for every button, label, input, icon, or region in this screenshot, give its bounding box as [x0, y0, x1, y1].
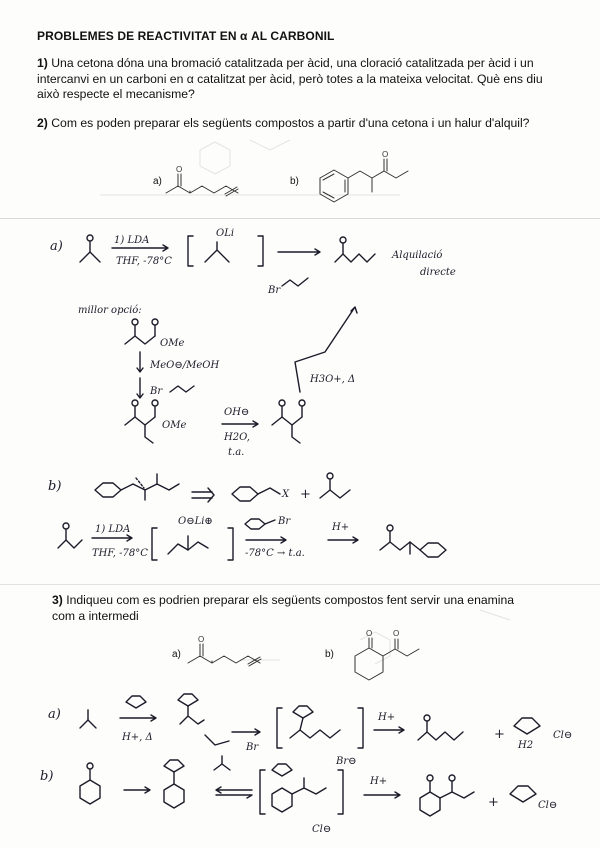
hw-cl-minus-3a: Cl⊖: [553, 730, 573, 741]
iminium-bracket-3a: [277, 706, 363, 748]
hw-cl-minus-3b: Cl⊖: [312, 824, 332, 835]
svg-text:O: O: [176, 165, 183, 174]
reaction-arrow: [120, 715, 156, 721]
hw-hydrolysis: H3O+, Δ: [310, 374, 356, 385]
svg-text:O: O: [366, 629, 373, 638]
hw-oh-minus: OH⊖: [224, 407, 250, 418]
reaction-arrow: [124, 787, 150, 793]
problem-3-text: Indiqueu com es podrien preparar els següents compostos fent servir una enamina com a intermedi: [52, 593, 515, 623]
hw-part-b-label: b): [48, 479, 62, 494]
enamine-3a: [178, 694, 204, 724]
svg-text:O: O: [198, 635, 205, 644]
hw-br-label: Br: [268, 285, 281, 296]
problem-2-text: Com es poden preparar els següents compostos a partir d'una cetona i un halur d'alquil?: [51, 116, 530, 130]
hw-x: X: [282, 489, 290, 500]
target-3a-structure: [188, 635, 261, 666]
hw-reagent-lda: 1) LDA: [114, 235, 150, 246]
plus-sign: +: [488, 795, 499, 810]
hw-h-plus-3b: H+: [370, 776, 388, 787]
hw-part-3a-label: a): [48, 707, 61, 722]
product-3b-handwritten: [420, 775, 474, 816]
allyl-bromide-structure: [282, 278, 308, 286]
hw-reagent-thf: THF, -78°C: [116, 256, 172, 267]
enamine-3b: [164, 760, 184, 808]
svg-text:O: O: [382, 150, 389, 159]
hw-water: H2O,: [224, 432, 250, 443]
target-2a-structure: [166, 165, 238, 196]
alkylated-ketoester: [125, 400, 158, 443]
hw-h2: H2: [518, 740, 534, 751]
hw-part-3b-label: b): [40, 769, 54, 784]
carboxylate-intermediate: [272, 400, 305, 443]
plus-sign: +: [300, 487, 311, 502]
down-arrow: [137, 378, 143, 398]
retro-target-2b: [95, 474, 179, 500]
down-arrow: [137, 352, 143, 372]
reaction-arrow: [92, 535, 132, 541]
acyl-chloride-reagent: [214, 756, 230, 770]
reaction-arrow: [232, 729, 260, 735]
benzyl-halide: [232, 487, 280, 501]
enolate-bracket-b: [152, 528, 233, 560]
target-2b-structure: [320, 150, 408, 202]
hw-lda-b: 1) LDA: [95, 524, 131, 535]
hw-ome: OMe: [160, 338, 185, 349]
hw-78-rt: -78°C → t.a.: [245, 548, 305, 559]
hw-better-option: millor opció:: [78, 305, 142, 316]
svg-text:O: O: [393, 629, 400, 638]
reaction-arrow: [364, 792, 400, 798]
problem-2-number: 2): [37, 116, 48, 130]
reaction-arrow: [246, 537, 286, 543]
butanone-start: [58, 523, 82, 548]
problem-3-number: 3): [52, 593, 63, 607]
product-2a-handwritten: [335, 237, 375, 262]
page-title: PROBLEMES DE REACTIVITAT EN α AL CARBONIL: [37, 29, 335, 43]
problem-1-number: 1): [37, 56, 48, 70]
enolate-bracket: [188, 236, 263, 266]
reaction-arrow: [278, 249, 320, 255]
hw-enolate-charge: O⊖Li⊕: [178, 516, 213, 527]
hw-rt: t.a.: [228, 447, 245, 458]
equilibrium-arrow: [216, 787, 252, 798]
problem-3-label-b: b): [325, 649, 334, 660]
hw-br-b: Br: [278, 516, 291, 527]
pyrrolidine-reagent: [126, 696, 146, 708]
hw-h-plus-3a: H+: [378, 712, 396, 723]
target-3b-structure: [355, 629, 419, 680]
butanone: [320, 473, 350, 498]
curved-arrow: [205, 735, 229, 745]
pyrrolidinium-3a: [514, 718, 540, 734]
hw-ome-2: OMe: [162, 420, 187, 431]
plus-sign: +: [494, 727, 505, 742]
hw-br-minus: Br⊖: [336, 756, 357, 767]
hw-thf-b: THF, -78°C: [92, 548, 148, 559]
hw-cl-minus-3b-2: Cl⊖: [538, 800, 558, 811]
hw-h-plus: H+: [332, 522, 350, 533]
hw-part-a-label: a): [50, 239, 63, 254]
hw-alkylation-2: directe: [420, 267, 456, 278]
cyclohexanone-3b: [80, 763, 100, 804]
hw-enolate-oli: OLi: [216, 228, 235, 239]
problem-1-text: Una cetona dóna una bromació catalitzada per àcid, una cloració catalitzada per àcid i un intercanvi en un carboni en α catalitzat per àcid, però totes a la mateixa velocitat. Què ens diu això respecte el mecanisme?: [37, 56, 543, 101]
product-2b-handwritten: [380, 525, 446, 557]
hw-br-allyl: Br: [150, 386, 163, 397]
problem-2-label-b: b): [290, 176, 299, 187]
problem-2-label-a: a): [153, 176, 162, 187]
problem-3-label-a: a): [172, 649, 181, 660]
product-3a-handwritten: [418, 715, 463, 740]
hw-alkylation-1: Alquilació: [392, 250, 443, 261]
reaction-arrow: [222, 421, 258, 427]
reaction-arrow: [374, 727, 404, 733]
reaction-arrow: [328, 537, 358, 543]
benzyl-bromide-reagent: [245, 519, 275, 529]
ketoester-structure: [125, 319, 158, 344]
acetone-3a: [80, 710, 96, 728]
iminium-bracket-3b: [260, 764, 343, 814]
acetone-structure: [80, 235, 100, 262]
hw-br-3a: Br: [246, 742, 259, 753]
retro-arrow: [192, 488, 214, 502]
allyl-chain: [170, 386, 194, 392]
hw-meo-meoh: MeO⊖/MeOH: [150, 360, 220, 371]
hw-h-plus-delta: H+, Δ: [122, 732, 153, 743]
pyrrolidinium-3b: [510, 786, 536, 802]
